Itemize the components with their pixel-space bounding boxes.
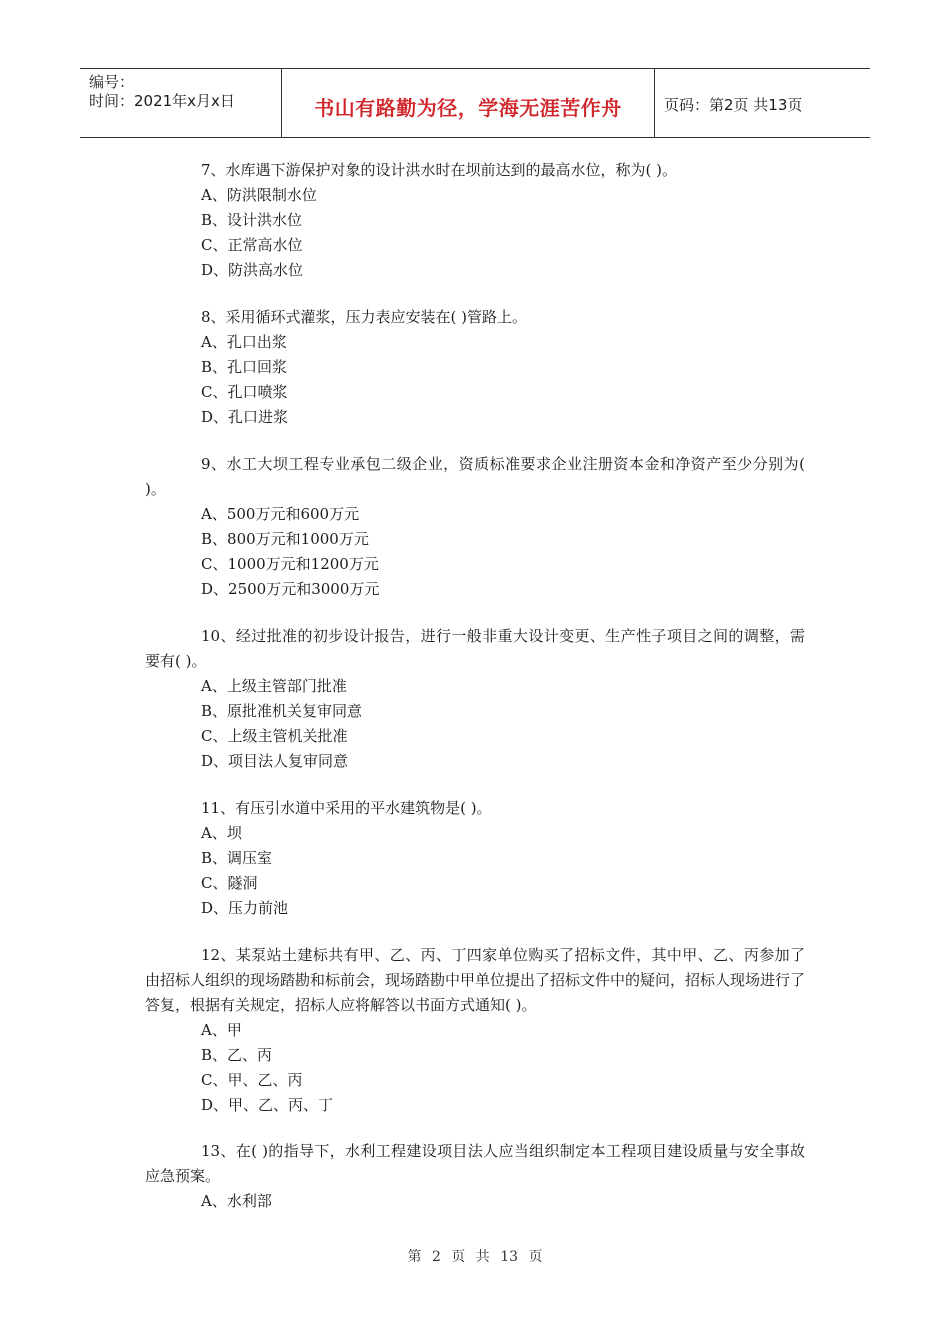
option-d: D、甲、乙、丙、丁 <box>201 1096 334 1114</box>
question-11 <box>145 796 805 921</box>
question-10 <box>145 624 805 774</box>
option-b: B、乙、丙 <box>201 1046 273 1064</box>
option-a: A、500万元和600万元 <box>201 505 360 523</box>
question-stem: 13、在( )的指导下，水利工程建设项目法人应当组织制定本工程项目建设质量与安全事故应急预案。 <box>145 1142 805 1185</box>
question-8 <box>145 305 805 430</box>
option-a: A、水利部 <box>201 1192 272 1210</box>
question-stem: 9、水工大坝工程专业承包二级企业，资质标准要求企业注册资本金和净资产至少分别为( )。 <box>145 455 805 498</box>
option-d: D、2500万元和3000万元 <box>201 580 380 598</box>
page-info: 页码：第2页 共13页 <box>664 96 803 114</box>
question-stem: 10、经过批准的初步设计报告，进行一般非重大设计变更、生产性子项目之间的调整，需要有( )。 <box>145 627 805 670</box>
document-header <box>80 68 870 138</box>
option-d: D、项目法人复审同意 <box>201 752 349 770</box>
page-footer: 第 2 页 共 13 页 <box>407 1249 543 1265</box>
option-b: B、800万元和1000万元 <box>201 530 369 548</box>
option-c: C、甲、乙、丙 <box>201 1071 303 1089</box>
header-page-cell <box>655 69 870 137</box>
question-stem: 8、采用循环式灌浆，压力表应安装在( )管路上。 <box>201 308 528 326</box>
option-b: B、原批准机关复审同意 <box>201 702 363 720</box>
number-label: 编号： <box>89 73 135 91</box>
question-7 <box>145 158 805 283</box>
option-c: C、孔口喷浆 <box>201 383 288 401</box>
option-a: A、孔口出浆 <box>201 333 287 351</box>
option-a: A、上级主管部门批准 <box>201 677 347 695</box>
option-d: D、压力前池 <box>201 899 289 917</box>
option-b: B、孔口回浆 <box>201 358 288 376</box>
question-9 <box>145 452 805 602</box>
option-a: A、防洪限制水位 <box>201 186 317 204</box>
option-a: A、坝 <box>201 824 242 842</box>
motto-text: 书山有路勤为径，学海无涯苦作舟 <box>314 96 622 120</box>
question-stem: 11、有压引水道中采用的平水建筑物是( )。 <box>201 799 492 817</box>
question-12 <box>145 943 805 1118</box>
option-c: C、1000万元和1200万元 <box>201 555 379 573</box>
question-stem: 12、某泵站土建标共有甲、乙、丙、丁四家单位购买了招标文件，其中甲、乙、丙参加了由招标人组织的现场踏勘和标前会，现场踏勘中甲单位提出了招标文件中的疑问，招标人现场进行了答复，根据有关规定，招标人应将解答以书面方式通知( )。 <box>145 946 806 1014</box>
option-c: C、上级主管机关批准 <box>201 727 348 745</box>
option-a: A、甲 <box>201 1021 242 1039</box>
option-c: C、隧洞 <box>201 874 258 892</box>
time-label: 时间：2021年x月x日 <box>89 92 235 110</box>
question-13 <box>145 1139 805 1214</box>
option-b: B、调压室 <box>201 849 273 867</box>
header-info-cell <box>80 69 282 137</box>
option-c: C、正常高水位 <box>201 236 303 254</box>
option-b: B、设计洪水位 <box>201 211 303 229</box>
option-d: D、防洪高水位 <box>201 261 304 279</box>
header-motto-cell <box>282 69 655 137</box>
question-stem: 7、水库遇下游保护对象的设计洪水时在坝前达到的最高水位，称为( )。 <box>201 161 678 179</box>
option-d: D、孔口进浆 <box>201 408 289 426</box>
